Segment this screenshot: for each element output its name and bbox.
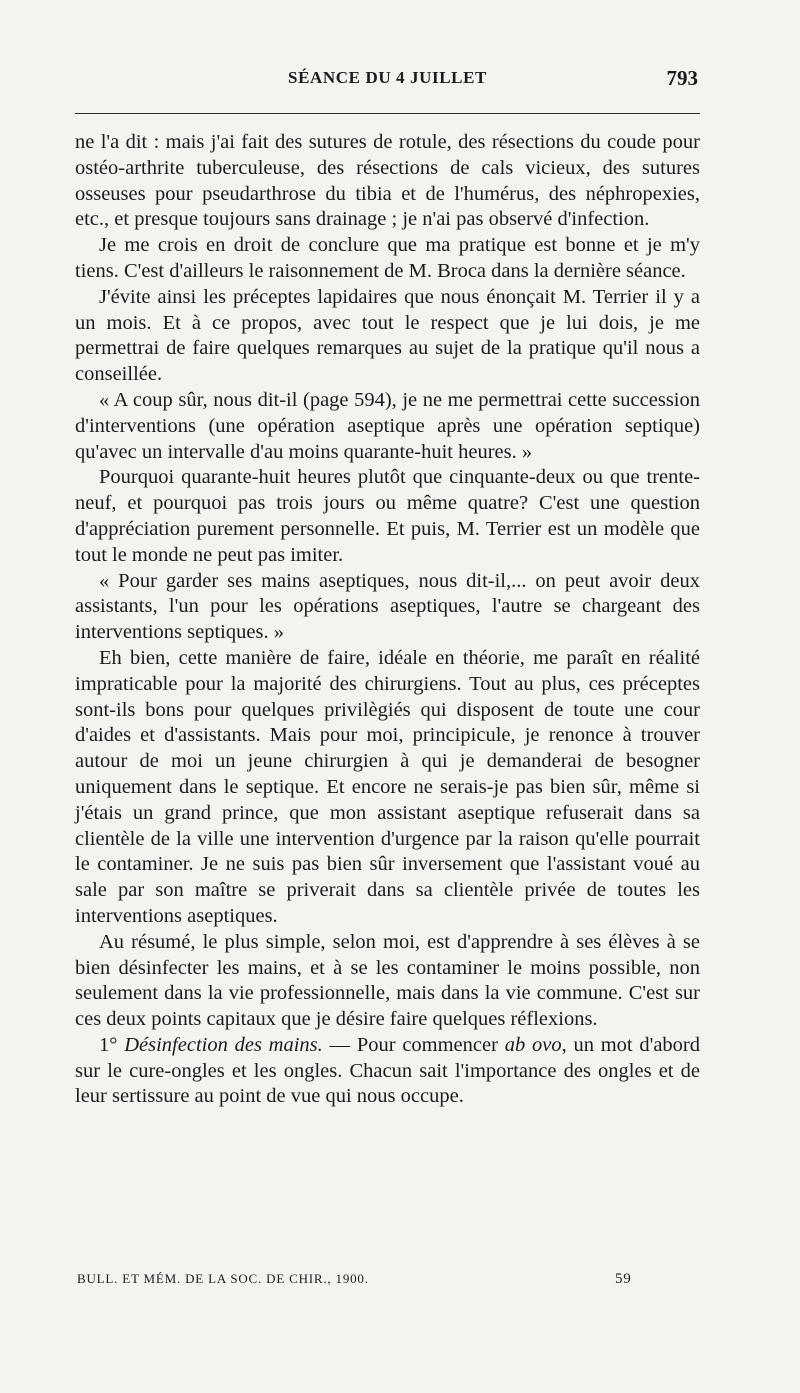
sheet-number: 59 xyxy=(615,1271,632,1287)
section-heading: Désinfection des mains. xyxy=(124,1033,323,1056)
paragraph: J'évite ainsi les préceptes lapidaires que nous énonçait M. Terrier il y a un mois. Et à ce propos, avec tout le respect que je lui dois, je me permettrai de faire quelques remarques au sujet de la pratique qu'il nous a conseillée. xyxy=(75,285,700,386)
body-text xyxy=(75,130,700,1110)
paragraph: Je me crois en droit de conclure que ma pratique est bonne et je m'y tiens. C'est d'ailleurs le raisonnement de M. Broca dans la dernière séance. xyxy=(75,234,700,282)
footer-citation: BULL. ET MÉM. DE LA SOC. DE CHIR., 1900. xyxy=(77,1271,369,1286)
paragraph-text: — Pour commencer xyxy=(322,1033,505,1056)
running-title: SÉANCE DU 4 JUILLET xyxy=(288,68,487,87)
section-paragraph xyxy=(75,1033,700,1110)
page-number: 793 xyxy=(666,66,698,90)
paragraph: Pourquoi quarante-huit heures plutôt que cinquante-deux ou que trente-neuf, et pourquoi pas trois jours ou même quatre? C'est une question d'appréciation purement personnelle. Et puis, M. Terrier est un modèle que tout le monde ne peut pas imiter. xyxy=(75,466,700,566)
header-rule xyxy=(75,113,700,114)
latin-phrase: ab ovo xyxy=(504,1033,562,1056)
paragraph: Au résumé, le plus simple, selon moi, est d'apprendre à ses élèves à se bien désinfecter les mains, et à se les contaminer le moins possible, non seulement dans la vie professionnelle, mais dans la vie commune. C'est sur ces deux points capitaux que je désire faire quelques réflexions. xyxy=(75,930,700,1031)
page-footer xyxy=(75,1271,700,1295)
paragraph: « A coup sûr, nous dit-il (page 594), je ne me permettrai cette succession d'interventions (une opération aseptique après une opération septique) qu'avec un intervalle d'au moins quarante-huit heures. » xyxy=(75,388,700,463)
page-header xyxy=(75,68,700,98)
paragraph: « Pour garder ses mains aseptiques, nous dit-il,... on peut avoir deux assistants, l'un pour les opérations aseptiques, l'autre se chargeant des interventions septiques. » xyxy=(75,569,700,644)
paragraph: Eh bien, cette manière de faire, idéale en théorie, me paraît en réalité impraticable pour la majorité des chirurgiens. Tout au plus, ces préceptes sont-ils bons pour quelques privilègiés qui disposent de toute une cour d'aides et d'assistants. Mais pour moi, principicule, je renonce à trouver autour de moi un jeune chirurgien à qui je demanderai de besogner uniquement dans le septique. Et encore ne serais-je pas bien sûr, même si j'étais un grand prince, que mon assistant aseptique refuserait dans sa clientèle de la ville une intervention d'urgence par la raison qu'elle pourrait le contaminer. Je ne suis pas bien sûr inversement que l'assistant voué au sale par son maître se priverait dans sa clientèle privée de toutes les interventions aseptiques. xyxy=(75,646,700,927)
paragraph: ne l'a dit : mais j'ai fait des sutures de rotule, des résections du coude pour ostéo-arthrite tuberculeuse, des résections de cals vicieux, des sutures osseuses pour pseudarthrose du tibia et de l'humérus, des néphropexies, etc., et presque toujours sans drainage ; je n'ai pas observé d'infection. xyxy=(75,131,700,231)
section-number: 1° xyxy=(99,1033,118,1056)
paragraph-text: , un mot d'abord sur le cure-ongles et les ongles. Chacun sait l'importance des ongles et de leur sertissure au point de vue qui nous occupe. xyxy=(75,1033,701,1108)
